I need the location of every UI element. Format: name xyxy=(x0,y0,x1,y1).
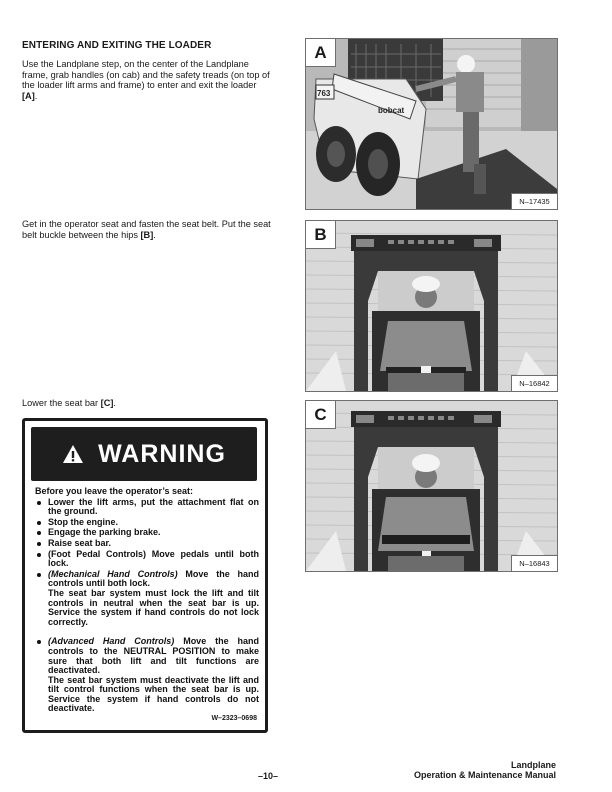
svg-text:763: 763 xyxy=(317,89,331,98)
warning-title: WARNING xyxy=(98,439,226,468)
figure-code: N–17435 xyxy=(511,193,557,209)
warning-item xyxy=(35,550,259,569)
warning-item-lead: (Advanced Hand Controls) xyxy=(48,636,175,647)
figure-letter: A xyxy=(306,39,336,67)
warning-item xyxy=(35,570,259,628)
footer-manual-title xyxy=(414,760,556,780)
paragraph-end: . xyxy=(153,229,156,240)
paragraph-seat-belt xyxy=(22,219,272,240)
figure-code: N–16842 xyxy=(511,375,557,391)
figure-code: N–16843 xyxy=(511,555,557,571)
section-title: ENTERING AND EXITING THE LOADER xyxy=(22,40,212,51)
warning-item-subtext: The seat bar system must deactivate the lift and tilt control functions when the seat bar is up. Service the system if hand controls do not deactivate. xyxy=(48,674,259,714)
operator-seatbar-photo xyxy=(306,401,557,571)
warning-box xyxy=(22,418,268,733)
warning-item xyxy=(35,637,259,714)
warning-item xyxy=(35,539,259,549)
paragraph-end: . xyxy=(34,90,38,101)
operator-seatbelt-photo xyxy=(306,221,557,391)
warning-item-text: Move pedals until both lock. xyxy=(48,548,259,569)
warning-item-lead: (Foot Pedal Controls) xyxy=(48,548,146,559)
footer-title-line1: Landplane xyxy=(510,760,556,770)
warning-item-text: Lower the lift arms, put the attachment flat on the ground. xyxy=(48,496,259,517)
figure-letter: B xyxy=(306,221,336,249)
figure-b xyxy=(305,220,558,392)
warning-item-text: Engage the parking brake. xyxy=(48,527,161,538)
warning-item xyxy=(35,518,259,528)
warning-intro: Before you leave the operator’s seat: xyxy=(35,486,194,496)
figure-ref: [A] xyxy=(22,90,35,101)
figure-ref: [C] xyxy=(100,398,114,408)
warning-item-text: Stop the engine. xyxy=(48,516,119,527)
warning-triangle-icon xyxy=(62,444,84,464)
warning-item xyxy=(35,498,259,517)
paragraph-text: Get in the operator seat and fasten the seat belt. Put the seat belt buckle between the hips xyxy=(22,219,271,240)
figure-letter: C xyxy=(306,401,336,429)
page-number: –10– xyxy=(258,771,279,781)
svg-text:bobcat: bobcat xyxy=(378,106,405,115)
paragraph-text: Lower the seat bar xyxy=(22,398,101,408)
paragraph-text: Use the Landplane step, on the center of the Landplane frame, grab handles (on cab) and the safety treads (on top of the loader lift arms and frame) to enter and exit the loader xyxy=(22,59,270,91)
paragraph-seat-bar xyxy=(22,398,272,409)
warning-item-text: Move the hand controls to the NEUTRAL POSITION to make sure that both lift and tilt functions are deactivated. xyxy=(48,636,259,676)
figure-a xyxy=(305,38,558,210)
warning-item-text: Raise seat bar. xyxy=(48,537,112,548)
warning-body xyxy=(35,487,259,715)
figure-ref: [B] xyxy=(140,229,154,240)
warning-item-text: Move the hand controls until both lock. xyxy=(48,568,259,589)
paragraph-end: . xyxy=(113,398,116,408)
loader-entry-photo xyxy=(306,39,557,209)
warning-item-subtext: The seat bar system must lock the lift and tilt controls in neutral when the seat bar is up. Service the system if hand controls do not lock correctly. xyxy=(48,587,259,627)
warning-item-lead: (Mechanical Hand Controls) xyxy=(48,568,178,579)
figure-c xyxy=(305,400,558,572)
warning-item xyxy=(35,528,259,538)
footer-title-line2: Operation & Maintenance Manual xyxy=(413,770,556,780)
warning-header xyxy=(31,427,257,481)
warning-list xyxy=(35,498,259,714)
paragraph-entering xyxy=(22,59,272,101)
warning-code: W–2323–0698 xyxy=(211,715,257,722)
